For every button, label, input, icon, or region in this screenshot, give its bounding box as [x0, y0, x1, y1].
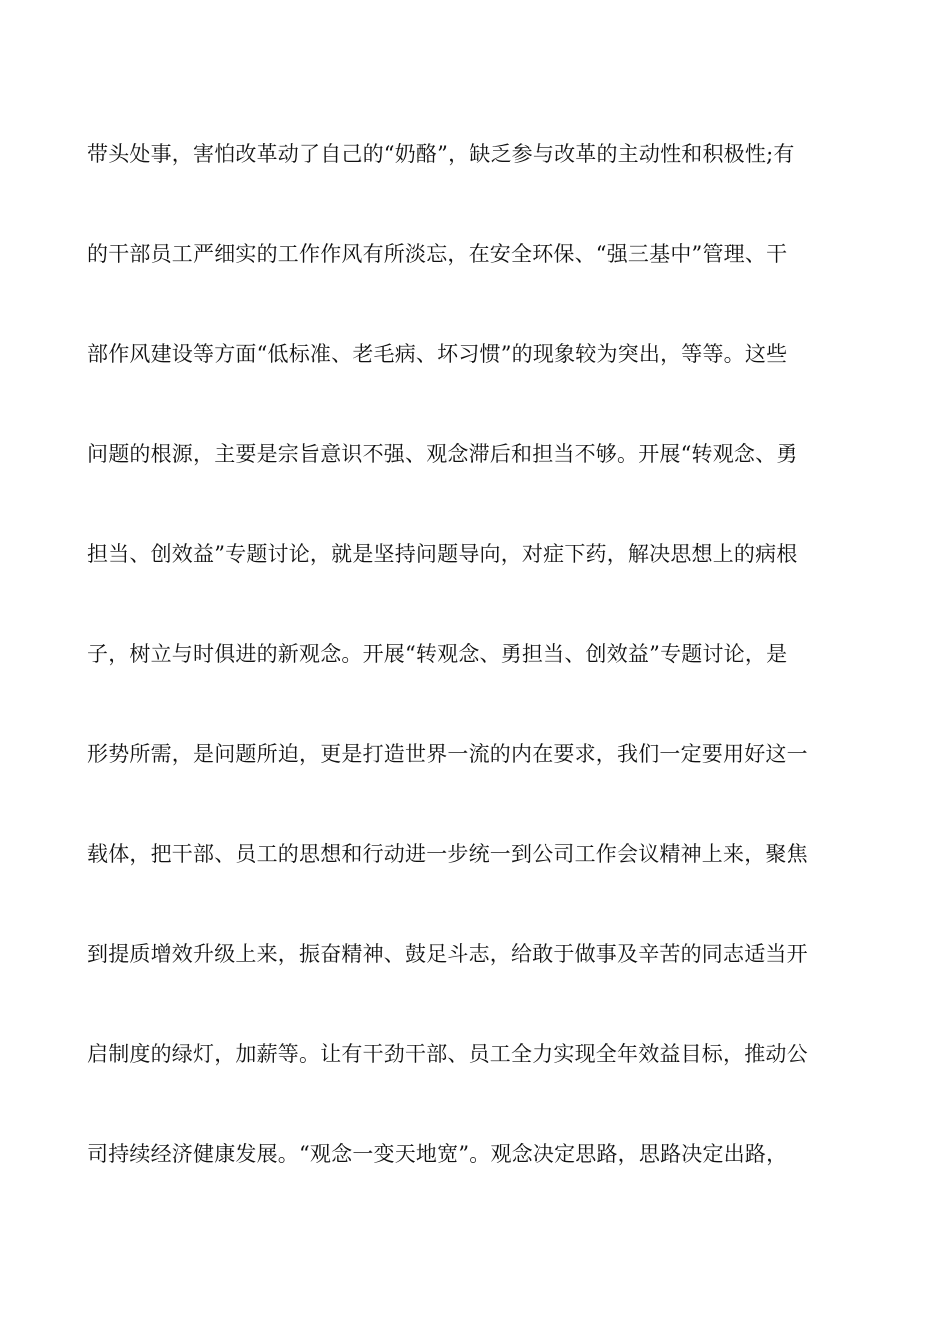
- text-line: 问题的根源，主要是宗旨意识不强、观念滞后和担当不够。开展“转观念、勇: [87, 442, 798, 466]
- text-line: 带头处事，害怕改革动了自己的“奶酪”，缺乏参与改革的主动性和积极性;有: [87, 142, 795, 166]
- body-text: [87, 129, 867, 1229]
- text-line: 部作风建设等方面“低标准、老毛病、坏习惯”的现象较为突出，等等。这些: [87, 342, 788, 366]
- text-line: 启制度的绿灯，加薪等。让有干劲干部、员工全力实现全年效益目标，推动公: [87, 1042, 808, 1066]
- text-line: 担当、创效益”专题讨论，就是坚持问题导向，对症下药，解决思想上的病根: [87, 542, 798, 566]
- text-line: 司持续经济健康发展。“观念一变天地宽”。观念决定思路，思路决定出路，: [87, 1142, 788, 1166]
- text-line: 形势所需，是问题所迫，更是打造世界一流的内在要求，我们一定要用好这一: [87, 742, 808, 766]
- text-line: 到提质增效升级上来，振奋精神、鼓足斗志，给敢于做事及辛苦的同志适当开: [87, 942, 808, 966]
- text-line: 的干部员工严细实的工作作风有所淡忘，在安全环保、“强三基中”管理、干: [87, 242, 788, 266]
- text-line: 载体，把干部、员工的思想和行动进一步统一到公司工作会议精神上来，聚焦: [87, 842, 808, 866]
- text-line: 子，树立与时俱进的新观念。开展“转观念、勇担当、创效益”专题讨论，是: [87, 642, 788, 666]
